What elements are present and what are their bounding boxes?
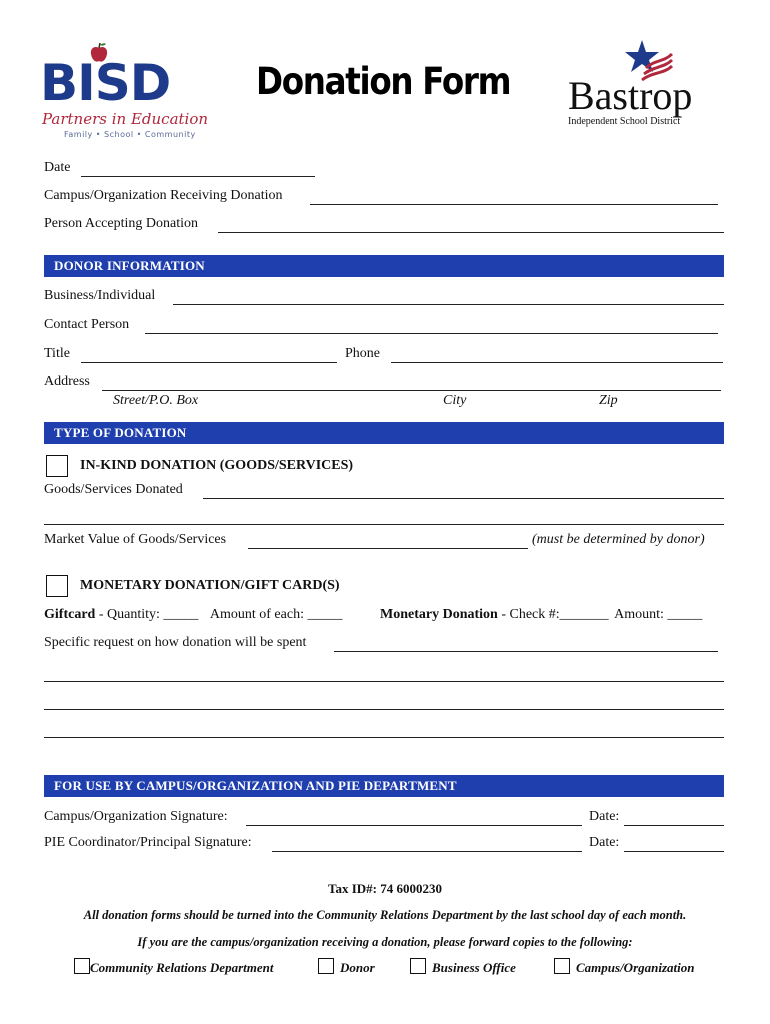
phone-field[interactable] [391, 362, 723, 363]
giftcard-quantity[interactable]: - Quantity: _____ [98, 607, 199, 622]
date-label: Date [44, 160, 71, 175]
checkbox[interactable] [410, 958, 426, 974]
business-field[interactable] [173, 304, 724, 305]
zip-caption: Zip [599, 393, 618, 408]
title-field[interactable] [81, 362, 337, 363]
copy-label: Donor [340, 960, 375, 975]
submission-note: All donation forms should be turned into the Community Relations Department by the last school day of each month. [83, 908, 687, 922]
monetary-donation-label: Monetary Donation [380, 607, 498, 622]
business-label: Business/Individual [44, 288, 156, 303]
copy-label: Community Relations Department [90, 960, 274, 975]
tax-id: Tax ID#: 74 6000230 [327, 881, 442, 896]
campus-receiving-label: Campus/Organization Receiving Donation [44, 188, 283, 203]
copy-label: Business Office [432, 960, 516, 975]
market-value-label: Market Value of Goods/Services [44, 532, 227, 547]
donor-info-heading: DONOR INFORMATION [44, 255, 724, 277]
bastrop-name: Bastrop [568, 73, 693, 118]
title-label: Title [44, 346, 70, 361]
pie-signature-label: PIE Coordinator/Principal Signature: [44, 835, 252, 850]
bisd-logo-text: BISD [40, 54, 171, 112]
street-caption: Street/P.O. Box [113, 393, 199, 408]
city-caption: City [443, 393, 467, 408]
inkind-checkbox[interactable] [46, 455, 68, 477]
checkbox[interactable] [74, 958, 90, 974]
market-value-field[interactable] [248, 548, 528, 549]
market-value-note: (must be determined by donor) [532, 532, 705, 547]
monetary-row [380, 607, 702, 623]
bisd-tagline: Partners in Education [42, 110, 209, 128]
monetary-checkbox[interactable] [46, 575, 68, 597]
bisd-subtagline: Family • School • Community [64, 130, 196, 139]
campus-signature-label: Campus/Organization Signature: [44, 809, 228, 824]
specific-request-line-2[interactable] [44, 681, 724, 682]
address-label: Address [44, 374, 90, 389]
person-accepting-label: Person Accepting Donation [44, 216, 198, 231]
specific-request-line-4[interactable] [44, 737, 724, 738]
bastrop-subtitle: Independent School District [568, 116, 681, 127]
specific-request-line-3[interactable] [44, 709, 724, 710]
phone-label: Phone [345, 346, 380, 361]
forward-copies-note: If you are the campus/organization receiving a donation, please forward copies to the following: [137, 935, 633, 949]
giftcard-amount-each[interactable]: Amount of each: _____ [209, 607, 343, 622]
contact-field[interactable] [145, 333, 718, 334]
specific-request-field[interactable] [334, 651, 718, 652]
copy-campus-organization[interactable] [554, 958, 695, 977]
copies-checklist [74, 958, 734, 978]
bastrop-logo [566, 38, 731, 130]
copy-donor[interactable] [318, 958, 375, 977]
campus-receiving-field[interactable] [310, 204, 718, 205]
monetary-amount[interactable]: Amount: _____ [614, 607, 703, 622]
office-use-heading: FOR USE BY CAMPUS/ORGANIZATION AND PIE DEPARTMENT [44, 775, 724, 797]
specific-request-label: Specific request on how donation will be spent [44, 635, 307, 650]
contact-label: Contact Person [44, 317, 130, 332]
copy-community-relations[interactable] [74, 958, 273, 977]
pie-date-label: Date: [589, 835, 620, 850]
monetary-label: MONETARY DONATION/GIFT CARD(S) [80, 578, 340, 593]
inkind-label: IN-KIND DONATION (GOODS/SERVICES) [80, 458, 354, 473]
copy-label: Campus/Organization [576, 960, 695, 975]
goods-label: Goods/Services Donated [44, 482, 183, 497]
page-title: Donation Form [256, 60, 511, 103]
copy-business-office[interactable] [410, 958, 516, 977]
pie-date-field[interactable] [624, 851, 724, 852]
campus-date-label: Date: [589, 809, 620, 824]
check-number[interactable]: - Check #:_______ [501, 607, 609, 622]
address-field[interactable] [102, 390, 721, 391]
checkbox[interactable] [554, 958, 570, 974]
campus-signature-field[interactable] [246, 825, 582, 826]
goods-field[interactable] [203, 498, 724, 499]
campus-date-field[interactable] [624, 825, 724, 826]
giftcard-label: Giftcard [44, 607, 96, 622]
bisd-logo [40, 42, 210, 144]
goods-field-line-2[interactable] [44, 524, 724, 525]
type-of-donation-heading: TYPE OF DONATION [44, 422, 724, 444]
pie-signature-field[interactable] [272, 851, 582, 852]
giftcard-row [44, 607, 342, 623]
date-field[interactable] [81, 176, 315, 177]
checkbox[interactable] [318, 958, 334, 974]
person-accepting-field[interactable] [218, 232, 724, 233]
